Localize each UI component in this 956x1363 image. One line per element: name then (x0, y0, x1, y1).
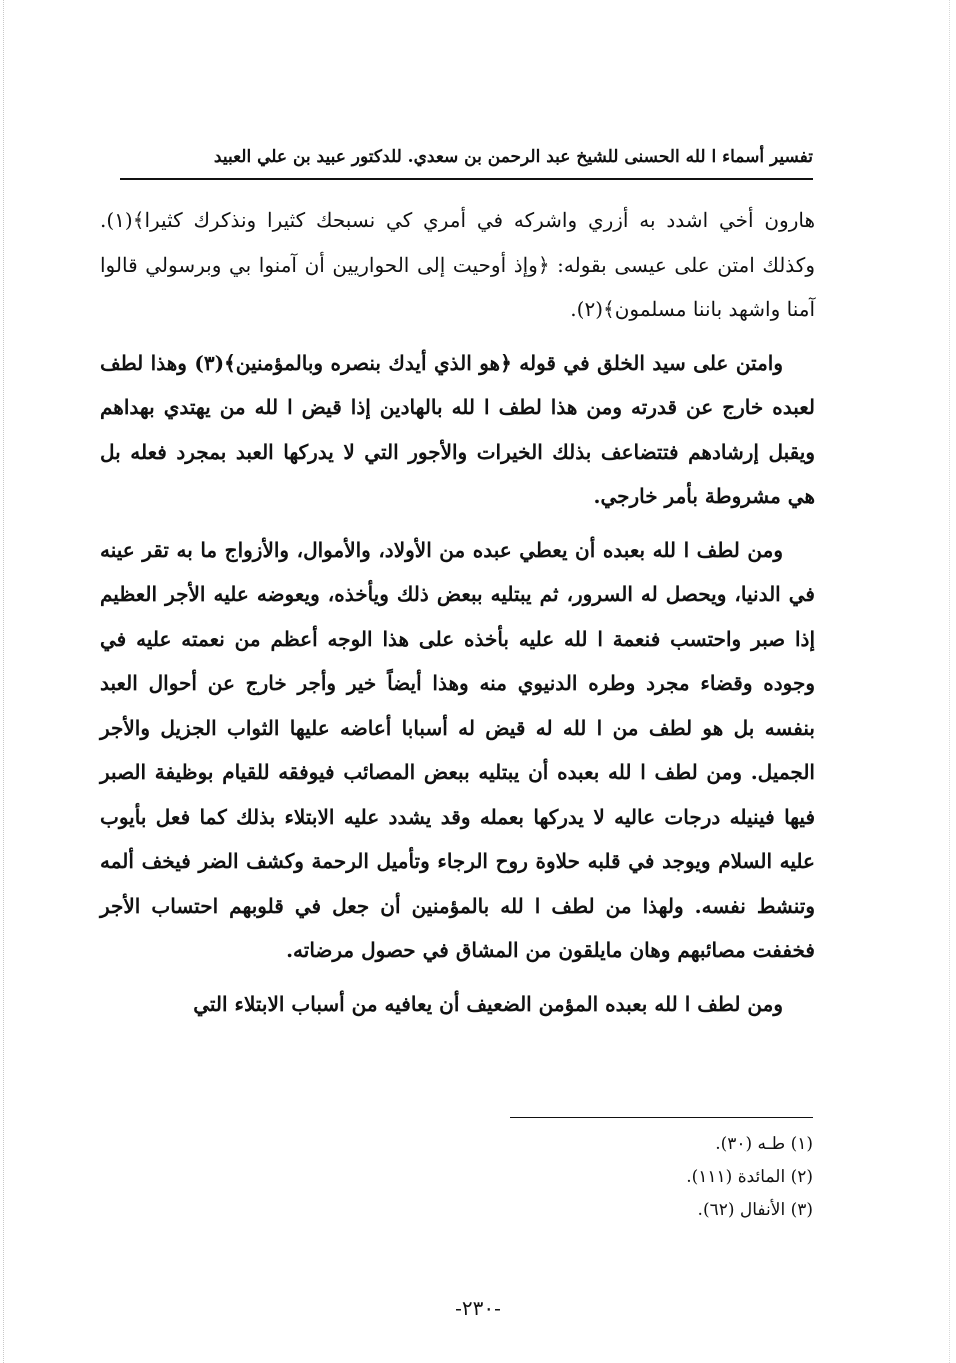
footnote-1: (١) طـه (٣٠). (715, 1134, 813, 1154)
page-number: -٢٣٠- (455, 1296, 501, 1320)
footnote-2: (٢) المائدة (١١١). (686, 1167, 813, 1187)
paragraph-weak-believer: ومن لطف ا لله بعبده المؤمن الضعيف أن يعافيه من أسباب الابتلاء التي (193, 991, 783, 1016)
scan-edge-left (3, 0, 10, 1363)
paragraph-verses: هارون أخي اشدد به أزري واشركه في أمري كي نسبحك كثيرا ونذكرك كثيرا﴾(١). وكذلك امتن على عيسى بقوله: ﴿وإذ أوحيت إلى الحواريين أن آمنوا بي وبرسولي قالوا آمنا واشهد باننا مسلمون﴾(٢). (100, 208, 815, 321)
footnote-rule (510, 1117, 813, 1118)
paragraph-children-wealth: ومن لطف ا لله بعبده أن يعطي عبده من الأولاد، والأموال، والأزواج ما به تقر عينه في الدنيا، ويحصل له السرور، ثم يبتليه ببعض ذلك ويأخذه، ويعوضه عليه الأجر العظيم إذا صبر واحتسب فنعمة ا لله عليه بأخذه على هذا الوجه أعظم من نعمته عليه في وجوده وقضاء مجرد وطره الدنيوي منه وهذا أيضاً خير وأجر خارج عن أحوال العبد بنفسه بل هو لطف من ا لله له قيض له أسبابا أعاضه عليها الثواب الجزيل والأجر الجميل. ومن لطف ا لله بعبده أن يبتليه ببعض المصائب فيوفقه للقيام بوظيفة الصبر فيها فينيله درجات عاليه لا يدركها بعمله وقد يشدد عليه الابتلاء بذلك كما فعل بأيوب عليه السلام ويوجد في قلبه حلاوة روح الرجاء وتأميل الرحمة وكشف الضر فيخف ألمه وتنشط نفسه. ولهذا من لطف ا لله بالمؤمنين أن جعل في قلوبهم احتساب الأجر فخففت مصائبهم وهان مايلقون من المشاق في حصول مرضاته. (100, 537, 815, 962)
paragraph-prophet: وامتن على سيد الخلق في قوله ﴿هو الذي أيدك بنصره وبالمؤمنين﴾(٣) وهذا لطف لعبده خارج عن قدرته ومن هذا لطف ا لله بالهادين إذا قيض ا لله من يهتدي بهداهم ويقبل إرشادهم فتتضاعف بذلك الخيرات والأجور التي لا يدركها العبد بمجرد فعله بل هي مشروطة بأمر خارجي. (100, 350, 815, 508)
footnote-3: (٣) الأنفال (٦٢). (697, 1200, 813, 1220)
running-header: تفسير أسماء ا لله الحسنى للشيخ عبد الرحمن بن سعدي. للدكتور عبيد بن علي العبيد (213, 147, 813, 167)
scan-edge-right (943, 0, 950, 1363)
body-text (100, 198, 815, 1035)
footnotes (420, 1128, 813, 1227)
header-rule (120, 178, 813, 180)
